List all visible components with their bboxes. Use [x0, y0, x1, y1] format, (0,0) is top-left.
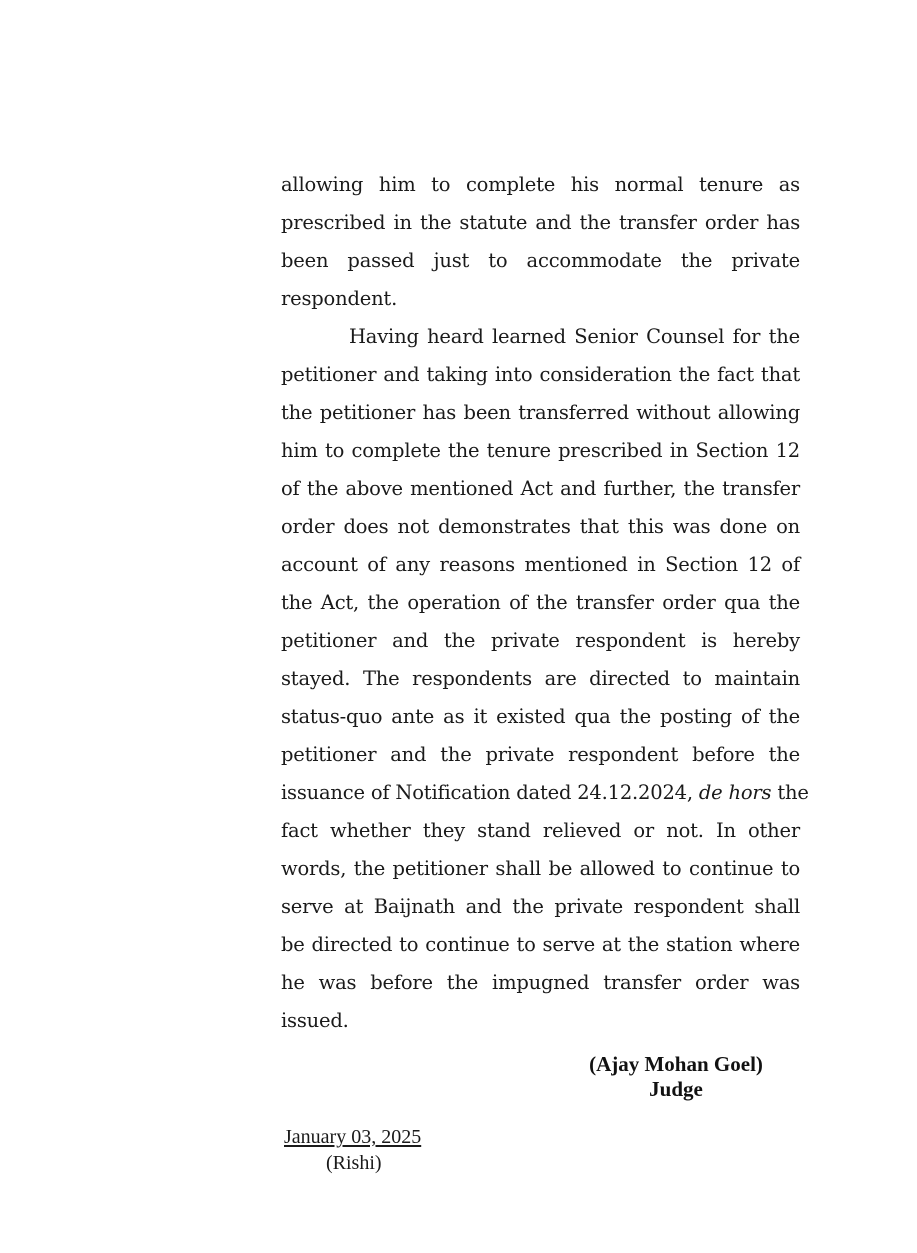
text-line: stayed. The respondents are directed to maintain	[281, 667, 800, 690]
text-line: status-quo ante as it existed qua the posting of the	[281, 705, 800, 728]
text-line: he was before the impugned transfer order was	[281, 971, 800, 994]
text-line-with-italic	[281, 774, 809, 812]
text-line: allowing him to complete his normal tenure as	[281, 173, 800, 196]
text-line: respondent.	[281, 287, 398, 310]
text-line: issued.	[281, 1009, 349, 1032]
italic-phrase: de hors	[698, 781, 772, 804]
text-line: been passed just to accommodate the private	[281, 249, 800, 272]
text-line: the petitioner has been transferred without allowing	[281, 401, 800, 424]
text-segment: issuance of Notification dated 24.12.2024,	[281, 781, 699, 804]
text-line: petitioner and the private respondent before the	[281, 743, 800, 766]
text-line: serve at Baijnath and the private respondent shall	[281, 895, 800, 918]
text-line: the Act, the operation of the transfer order qua the	[281, 591, 800, 614]
text-line: petitioner and taking into consideration the fact that	[281, 363, 800, 386]
text-line: words, the petitioner shall be allowed to continue to	[281, 857, 800, 880]
text-line: account of any reasons mentioned in Section 12 of	[281, 553, 800, 576]
typist-initials: (Rishi)	[326, 1152, 382, 1174]
text-line: him to complete the tenure prescribed in Section 12	[281, 439, 800, 462]
text-line: fact whether they stand relieved or not. In other	[281, 819, 800, 842]
text-segment: the	[771, 781, 809, 804]
text-line: order does not demonstrates that this was done on	[281, 515, 800, 538]
text-line: be directed to continue to serve at the station where	[281, 933, 800, 956]
signature-name: (Ajay Mohan Goel)	[589, 1052, 763, 1076]
text-line: prescribed in the statute and the transfer order has	[281, 211, 800, 234]
text-line: of the above mentioned Act and further, the transfer	[281, 477, 800, 500]
signature-title: Judge	[649, 1077, 703, 1101]
text-line: petitioner and the private respondent is hereby	[281, 629, 800, 652]
text-line: Having heard learned Senior Counsel for the	[349, 325, 800, 348]
order-date: January 03, 2025	[284, 1126, 422, 1148]
